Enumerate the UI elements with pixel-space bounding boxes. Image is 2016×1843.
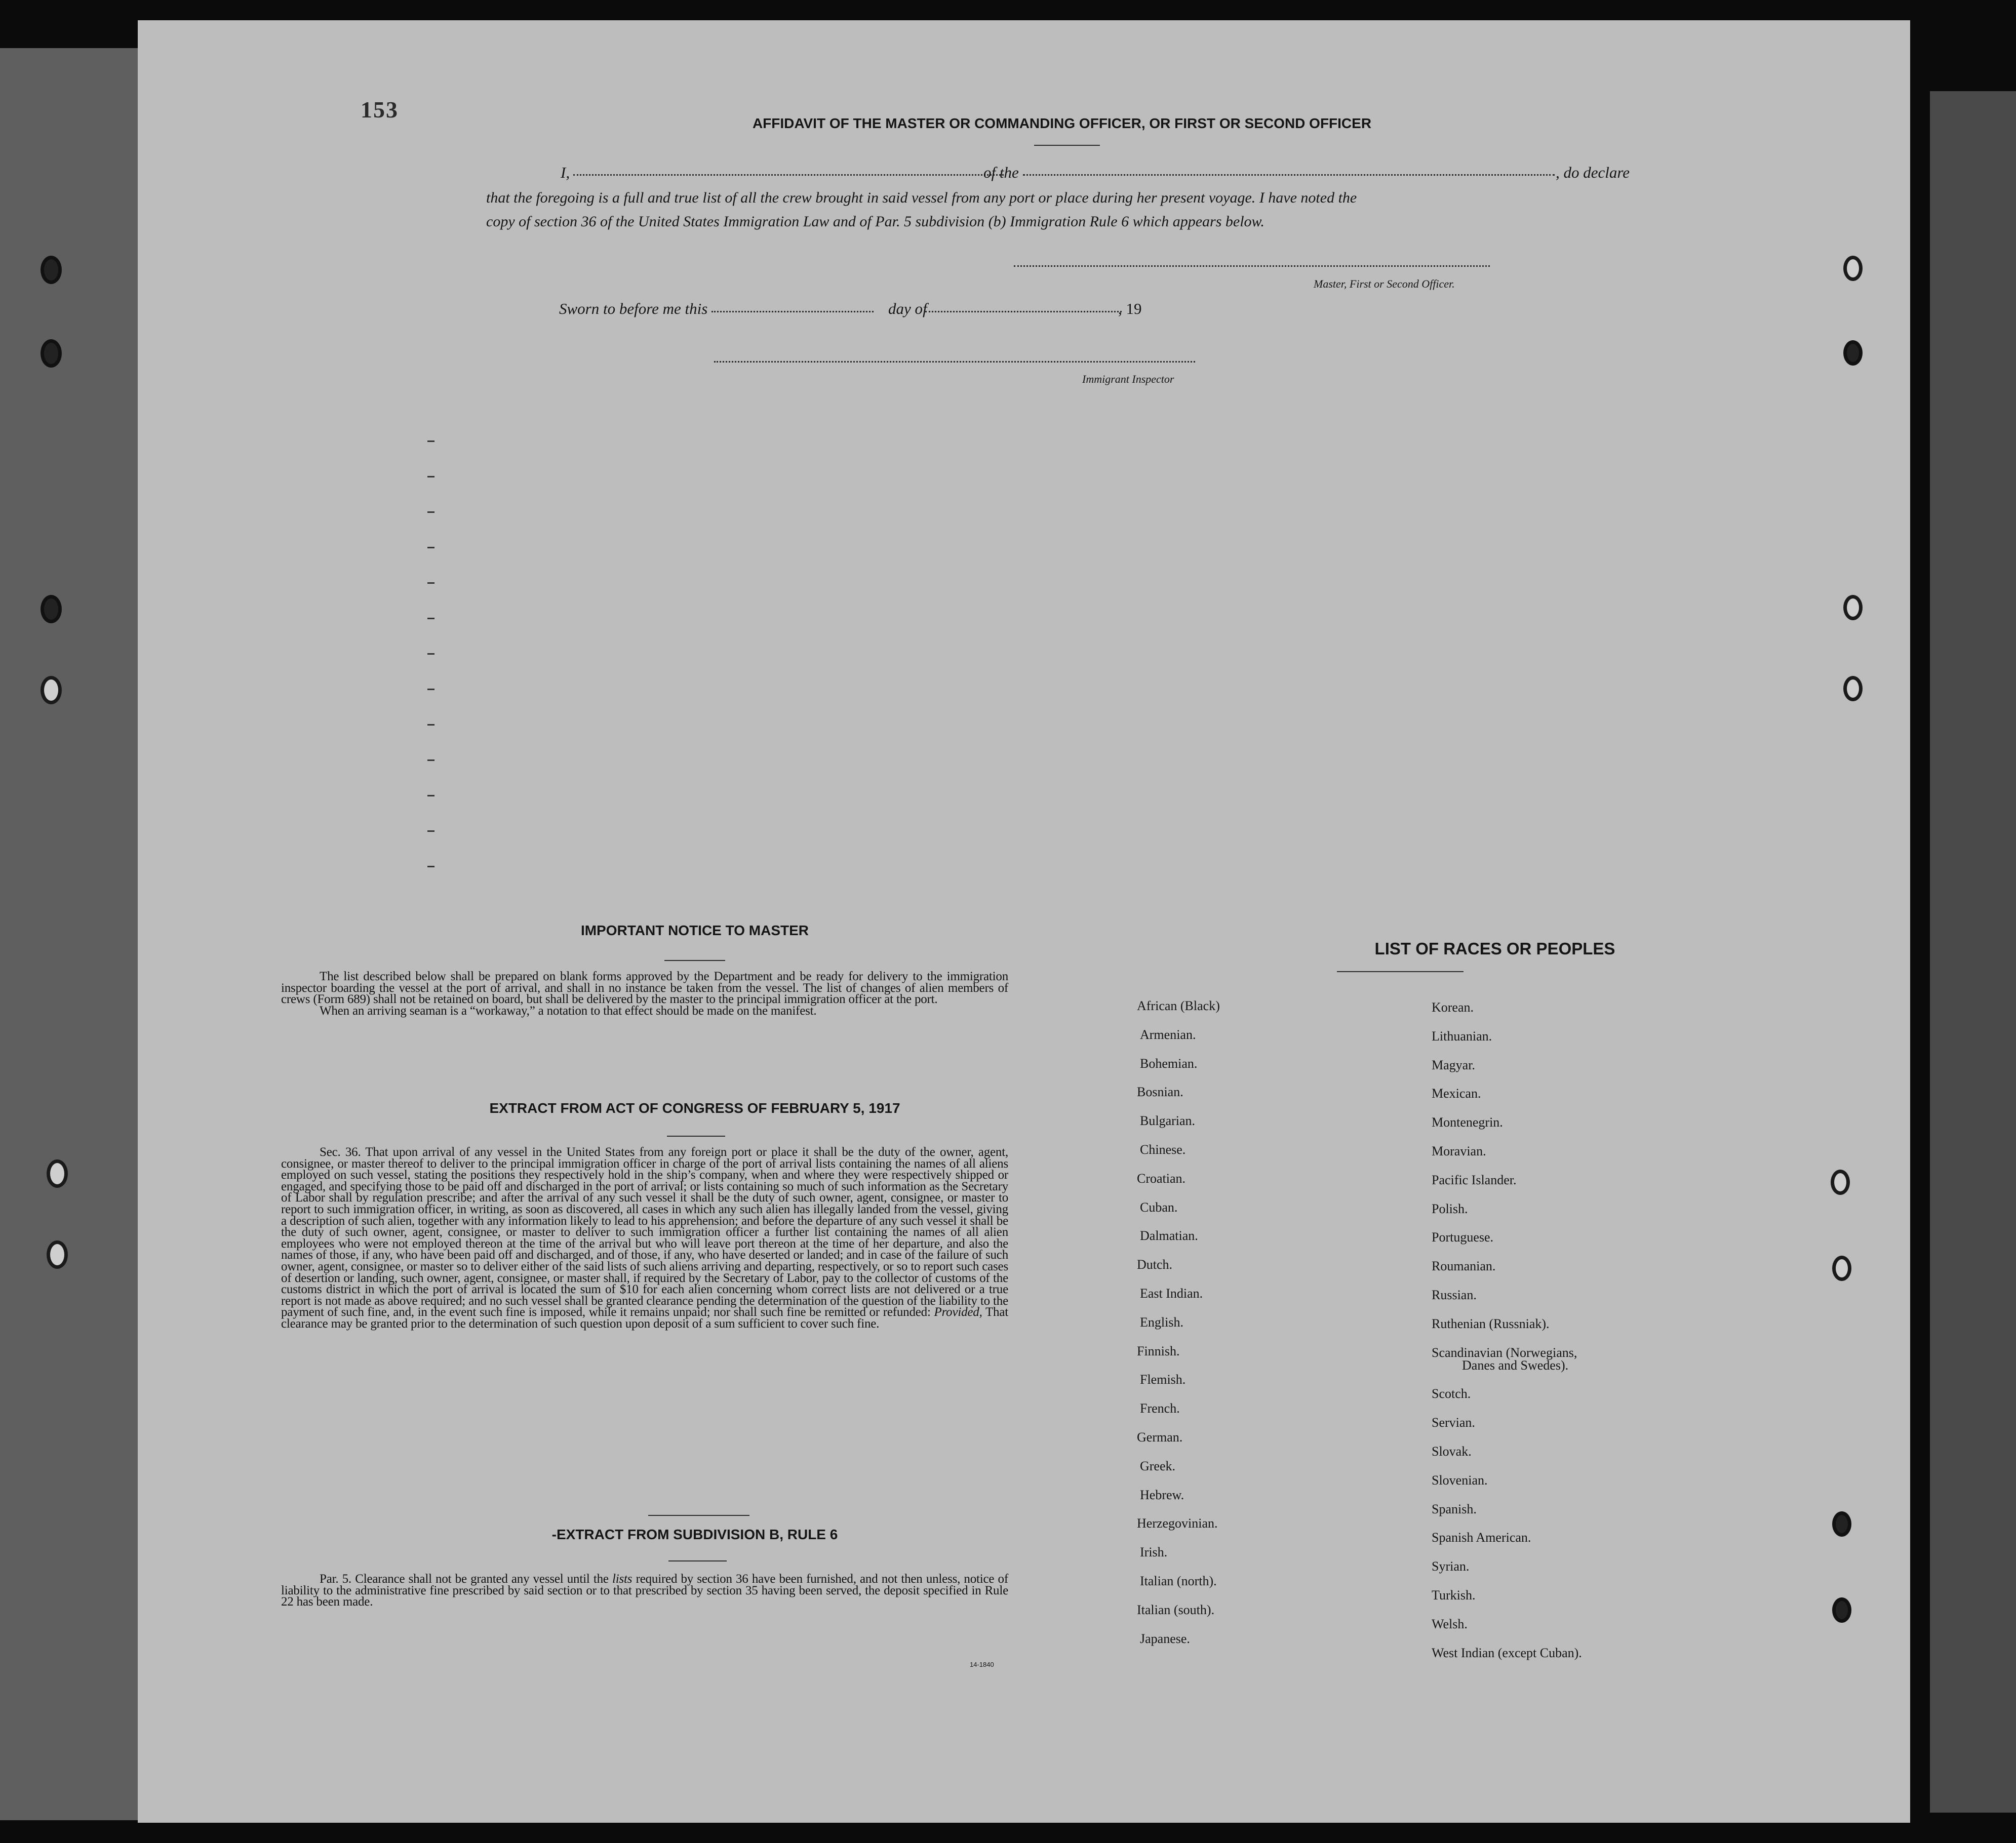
title-rule — [1034, 145, 1100, 146]
race-item: Welsh. — [1432, 1616, 1468, 1631]
race-item: Danes and Swedes). — [1462, 1357, 1569, 1373]
column-tick — [427, 830, 434, 832]
race-item: Roumanian. — [1432, 1259, 1496, 1274]
race-item: Korean. — [1432, 1000, 1474, 1015]
sworn-month-blank — [925, 311, 1122, 312]
notice-body — [281, 971, 1008, 1017]
race-item: Scandinavian (Norwegians, — [1432, 1345, 1577, 1360]
master-signature-label: Master, First or Second Officer. — [1314, 277, 1455, 290]
race-item: Dutch. — [1137, 1257, 1173, 1272]
column-tick — [427, 618, 434, 619]
races-title: LIST OF RACES OR PEOPLES — [1374, 939, 1615, 958]
name-blank — [573, 174, 1004, 176]
race-item: Flemish. — [1140, 1372, 1186, 1387]
act-extract-body — [281, 1147, 1008, 1330]
race-item: German. — [1137, 1430, 1183, 1445]
race-item: Cuban. — [1140, 1199, 1178, 1215]
race-item: Slovenian. — [1432, 1472, 1488, 1488]
punch-hole — [1843, 676, 1863, 701]
master-signature-line — [1014, 265, 1490, 267]
race-item: Herzegovinian. — [1137, 1516, 1218, 1531]
race-item: Hebrew. — [1140, 1487, 1184, 1502]
column-tick — [427, 689, 434, 690]
race-item: African (Black) — [1137, 998, 1220, 1013]
column-tick — [427, 440, 434, 442]
backing-sheet-right — [1930, 91, 2016, 1813]
race-item: Bohemian. — [1140, 1056, 1198, 1071]
section-label: Sec. 36. — [320, 1145, 361, 1159]
rule-extract-title: -EXTRACT FROM SUBDIVISION B, RULE 6 — [551, 1527, 838, 1542]
inspector-label: Immigrant Inspector — [1082, 373, 1174, 385]
rule-text-a: Par. 5. Clearance shall not be granted any vessel until the — [320, 1572, 609, 1586]
affidavit-title: AFFIDAVIT OF THE MASTER OR COMMANDING OFFICER, OR FIRST OR SECOND OFFICER — [752, 115, 1372, 131]
column-tick — [427, 476, 434, 477]
vessel-blank — [1023, 174, 1555, 176]
affidavit-line3: copy of section 36 of the United States Immigration Law and of Par. 5 subdivision (b) Immigration Rule 6 which appears below. — [486, 213, 1264, 230]
punch-hole — [41, 676, 62, 704]
punch-hole — [1843, 595, 1863, 620]
column-tick — [427, 795, 434, 796]
punch-hole — [1832, 1597, 1851, 1623]
race-item: Bulgarian. — [1140, 1113, 1196, 1129]
race-item: Servian. — [1432, 1415, 1475, 1430]
punch-hole — [41, 256, 62, 284]
document-page — [138, 20, 1910, 1823]
punch-hole — [47, 1240, 68, 1269]
page-number: 153 — [361, 97, 399, 123]
race-item: East Indian. — [1140, 1286, 1203, 1301]
sworn-prefix: Sworn to before me this — [559, 300, 708, 317]
race-item: Croatian. — [1137, 1171, 1186, 1186]
rule-extract-top-rule — [648, 1515, 749, 1516]
punch-hole — [47, 1159, 68, 1188]
column-tick — [427, 653, 434, 655]
affidavit-line1-i: I, — [561, 164, 570, 181]
notice-paragraph-2: When an arriving seaman is a “workaway,” a notation to that effect should be made on the manifest. — [320, 1004, 817, 1018]
race-item: Italian (south). — [1137, 1602, 1215, 1617]
affidavit-line2: that the foregoing is a full and true list of all the crew brought in said vessel from any port or place during her present voyage. I have noted the — [486, 189, 1357, 206]
race-item: West Indian (except Cuban). — [1432, 1645, 1582, 1660]
rule-text-b: required by section 36 have been furnished, and not then unless, notice of liability to the administrative fine prescribed by said section or to that prescribed by section 35 having been served, the deposit specified in Rule 22 has been made. — [281, 1572, 1008, 1609]
race-item: Finnish. — [1137, 1343, 1180, 1358]
race-item: Spanish American. — [1432, 1530, 1531, 1545]
column-tick — [427, 547, 434, 548]
sworn-day-of: day of — [888, 300, 927, 317]
race-item: Scotch. — [1432, 1386, 1471, 1401]
act-extract-rule — [667, 1136, 725, 1137]
column-tick — [427, 866, 434, 867]
punch-hole — [41, 595, 62, 623]
act-extract-title: EXTRACT FROM ACT OF CONGRESS OF FEBRUARY 5, 1917 — [489, 1100, 900, 1116]
race-item: Irish. — [1140, 1545, 1168, 1560]
race-item: Portuguese. — [1432, 1230, 1494, 1245]
punch-hole — [1843, 340, 1863, 366]
punch-hole — [41, 339, 62, 368]
race-item: French. — [1140, 1401, 1180, 1416]
race-item: Polish. — [1432, 1201, 1468, 1216]
race-item: Magyar. — [1432, 1057, 1475, 1072]
punch-hole — [1832, 1256, 1851, 1281]
race-item: Pacific Islander. — [1432, 1172, 1517, 1187]
inspector-signature-line — [714, 361, 1195, 363]
notice-paragraph-1: The list described below shall be prepared on blank forms approved by the Department and be ready for delivery to the immigration inspector boarding the vessel at the port of arrival, and shall in no instance be taken from the vessel. The list of changes of alien members of crews (Form 689) shall not be retained on board, but shall be delivered by the master to the principal immigration officer at the port. — [281, 970, 1008, 1007]
race-item: Slovak. — [1432, 1444, 1472, 1459]
race-item: Chinese. — [1140, 1142, 1186, 1157]
race-item: Japanese. — [1140, 1631, 1190, 1646]
race-item: Mexican. — [1432, 1086, 1481, 1101]
column-tick — [427, 759, 434, 761]
race-item: Syrian. — [1432, 1559, 1470, 1574]
section-36-text-end: That clearance may be granted prior to the determination of such question upon deposit of a sum sufficient to cover such fine. — [281, 1305, 1008, 1331]
race-item: Moravian. — [1432, 1144, 1486, 1158]
section-36-text: That upon arrival of any vessel in the United States from any foreign port or place it shall be the duty of the owner, agent, consignee, or master thereof to deliver to the principal immigration officer in charge of the port of arrival lists containing the names of all aliens employed on such vessel, stating the positions they respectively hold in the ship’s company, when and where they were respectively shipped or engaged, and specifying those to be paid off and discharged in the port of arrival; or lists containing so much of such information as the Secretary of Labor shall by regulation prescribe; and after the arrival of any such vessel it shall be the duty of such owner, agent, consignee, or master to report to such immigration officer, in writing, as soon as discovered, all cases in which any such alien has illegally landed from the vessel, giving a description of such alien, together with any information likely to lead to his apprehension; and before the departure of any such vessel it shall be the duty of such owner, agent, consignee, or master to deliver to such immigration officer a further list containing the names of all alien employees who were not employed thereon at the time of the arrival but who will leave port thereon at the time of her departure, and also the names of those, if any, who have been paid off and discharged, and of those, if any, who have deserted or landed; and in case of the failure of such owner, agent, consignee, or master so to deliver either of the said lists of such aliens arriving and departing, respectively, or so to report such cases of desertion or landing, such owner, agent, consignee, or master shall, if required by the Secretary of Labor, pay to the collector of customs of the customs district in which the port of arrival is located the sum of $10 for each alien concerning whom correct lists are not delivered or a true report is not made as above required; and no such vessel shall be granted clearance pending the determination of the question of the liability to the payment of such fine, and, in the event such fine is imposed, while it remains unpaid; nor shall such fine be remitted or refunded: — [281, 1145, 1009, 1319]
race-item: Dalmatian. — [1140, 1228, 1198, 1244]
races-rule — [1337, 971, 1464, 972]
race-item: Armenian. — [1140, 1027, 1196, 1042]
race-item: Bosnian. — [1137, 1085, 1183, 1100]
column-tick — [427, 582, 434, 584]
race-item: Lithuanian. — [1432, 1028, 1492, 1044]
race-item: Ruthenian (Russniak). — [1432, 1316, 1550, 1331]
column-tick — [427, 511, 434, 513]
race-item: Greek. — [1140, 1458, 1176, 1473]
sworn-year: , 19 — [1118, 300, 1142, 317]
provided-label: Provided, — [934, 1305, 982, 1319]
form-number: 14-1840 — [970, 1661, 994, 1668]
punch-hole — [1832, 1511, 1851, 1537]
sworn-day-blank — [711, 311, 874, 312]
race-item: Italian (north). — [1140, 1574, 1217, 1588]
race-item: English. — [1140, 1314, 1183, 1330]
lists-word: lists — [612, 1572, 633, 1586]
race-item: Montenegrin. — [1432, 1115, 1503, 1130]
rule-extract-rule — [668, 1560, 727, 1561]
notice-rule — [664, 960, 725, 961]
notice-title: IMPORTANT NOTICE TO MASTER — [580, 923, 809, 938]
race-item: Turkish. — [1432, 1588, 1476, 1602]
rule-extract-body — [281, 1574, 1008, 1608]
backing-sheet-left — [0, 48, 152, 1820]
race-item: Spanish. — [1432, 1501, 1477, 1516]
punch-hole — [1831, 1170, 1850, 1195]
affidavit-line1-of-the: of the — [983, 164, 1019, 181]
affidavit-line1-declare: , do declare — [1556, 164, 1630, 181]
punch-hole — [1843, 256, 1863, 281]
column-tick — [427, 724, 434, 726]
race-item: Russian. — [1432, 1288, 1477, 1302]
